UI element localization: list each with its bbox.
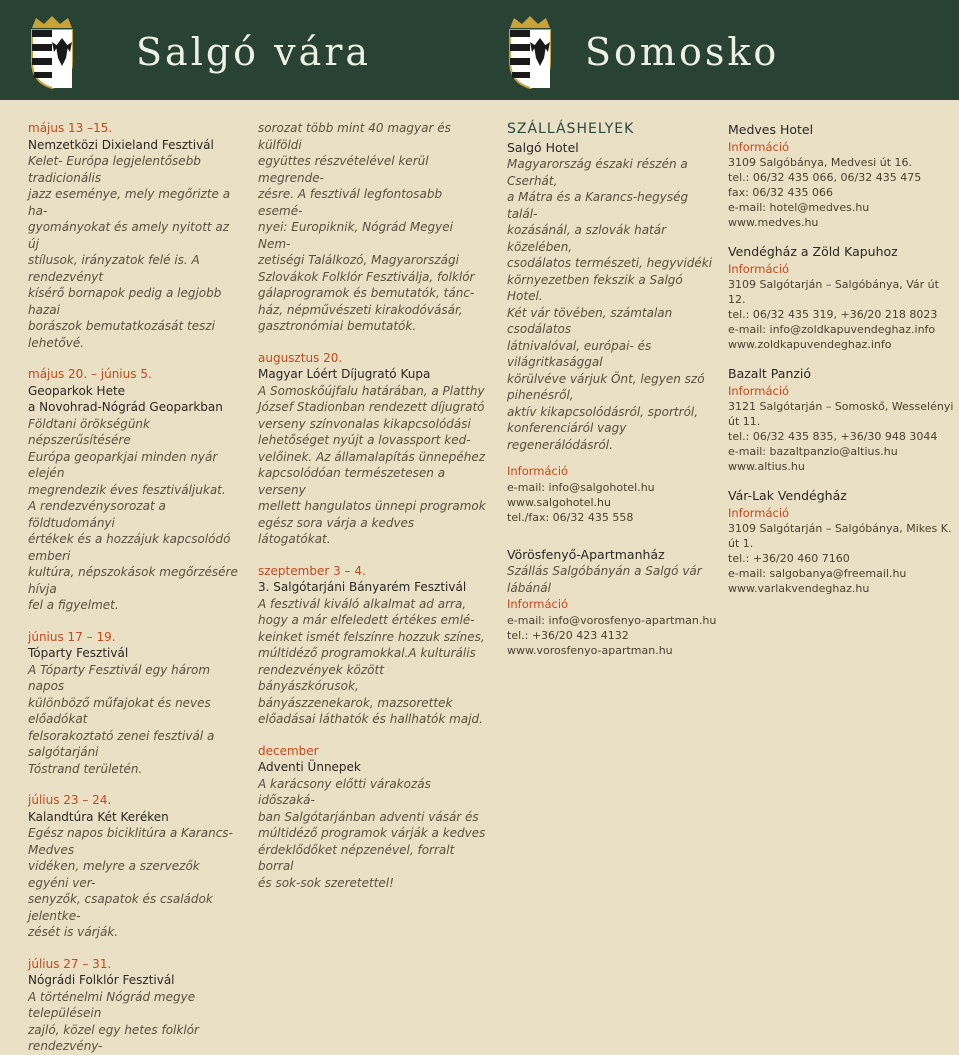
web-link[interactable]: www.altius.hu [728, 460, 805, 473]
hotel-desc: Szállás Salgóbányán a Salgó vár lábánál [507, 564, 702, 595]
hotel-contact: e-mail: info@vorosfenyo-apartman.hu tel.: +36/20 423 4132 www.vorosfenyo-apartman.hu [507, 613, 719, 658]
event-title: Geoparkok Hete [28, 383, 126, 398]
hotel-contact: e-mail: info@salgohotel.hu www.salgohotel.hu tel./fax: 06/32 435 558 [507, 480, 719, 525]
page-header [0, 0, 959, 100]
events-column-1 [28, 120, 243, 1055]
hotel-contact: 3109 Salgótarján – Salgóbánya, Vár út 12. tel.: 06/32 435 319, +36/20 218 8023 e-mail: info@zoldkapuvendeghaz.info www.zoldkapuvendeghaz.info [728, 277, 956, 352]
info-label: Információ [728, 139, 790, 154]
web-link[interactable]: www.varlakvendeghaz.hu [728, 582, 870, 595]
hotel-contact: 3109 Salgótarján – Salgóbánya, Mikes K. út 1. tel.: +36/20 460 7160 e-mail: salgobanya@freemail.hu www.varlakvendeghaz.hu [728, 521, 956, 596]
event-date: december [258, 743, 319, 758]
header-title-left: Salgó vára [136, 30, 372, 74]
event-title: Tóparty Fesztivál [28, 646, 129, 660]
info-label: Információ [728, 261, 790, 276]
event-title: Magyar Lóért Díjugrató Kupa [258, 367, 431, 381]
event-desc: Kelet- Európa legjelentősebb tradicionális jazz eseménye, mely megőrizte a ha- gyományokat és amely nyitott az új stílusok, irányzatok felé is. A rendezvényt kísérő bornapok pedig a legjobb hazai borászok bemutatkozását teszi lehetővé. [28, 154, 231, 350]
coat-of-arms-icon [28, 14, 76, 90]
events-column-2 [258, 120, 488, 891]
event-date: június 17 – 19. [28, 629, 116, 644]
event-subtitle: a Novohrad-Nógrád Geoparkban [28, 400, 223, 414]
email-link[interactable]: e-mail: info@zoldkapuvendeghaz.info [728, 323, 936, 336]
email-link[interactable]: e-mail: hotel@medves.hu [728, 201, 870, 214]
info-label: Információ [507, 597, 569, 611]
event-date: augusztus 20. [258, 350, 343, 365]
event-desc: Egész napos biciklitúra a Karancs-Medves vidéken, melyre a szervezők egyéni ver- senyzők, csapatok és családok jelentke- zését is várják. [28, 826, 233, 939]
web-link[interactable]: www.salgohotel.hu [507, 495, 611, 509]
hotel-desc: Magyarország északi részén a Cserhát, a Mátra és a Karancs-hegység talál- kozásánál, a szlovák határ közelében, csodálatos természeti, hegyvidéki környezetben fekszik a Salgó Hotel. Két vár tövében, számtalan csodálatos látnivalóval, európai- és világritkasággal körülvéve várjuk Önt, legyen szó pihenésről, aktív kikapcsolódásról, sportról, konferenciáról vagy regenerálódásról. [507, 157, 713, 452]
email-link[interactable]: e-mail: salgobanya@freemail.hu [728, 567, 907, 580]
event-desc: A fesztivál kiváló alkalmat ad arra, hogy a már elfeledett értékes emlé- keinket ismét felszínre hozzuk színes, múltidéző programokkal.A kulturális rendezvények között bányászkórusok, bányászzenekarok, mazsorettek előadásai láthatók és hallhatók majd. [258, 596, 485, 726]
hotel-contact: 3121 Salgótarján – Somoskő, Wesselényi út 11. tel.: 06/32 435 835, +36/30 948 3044 e-mail: bazaltpanzio@altius.hu www.altius.hu [728, 399, 956, 474]
header-title-right: Somosko [585, 30, 780, 74]
event-desc: A Somoskőújfalu határában, a Platthy József Stadionban rendezett díjugrató verseny színvonalas kikapcsolódási lehetőséget nyújt a lovassport ked- velőinek. Az államalapítás ünnepéhez kapcsolódóan természetesen a verseny mellett hangulatos ünnepi programok egész sora várja a kedves látogatókat. [258, 383, 486, 546]
hotel-contact: 3109 Salgóbánya, Medvesi út 16. tel.: 06/32 435 066, 06/32 435 475 fax: 06/32 435 066 e-mail: hotel@medves.hu www.medves.hu [728, 155, 956, 230]
event-date: július 23 – 24. [28, 793, 112, 807]
info-label: Információ [728, 505, 790, 520]
event-title: 3. Salgótarjáni Bányarém Fesztivál [258, 580, 467, 594]
hotel-name: Bazalt Panzió [728, 366, 812, 381]
info-label: Információ [728, 383, 790, 398]
hotel-name: Vörösfenyő-Apartmanház [507, 546, 665, 562]
event-desc: sorozat több mint 40 magyar és külföldi együttes részvételével kerül megrende- zésre. A fesztivál legfontosabb esemé- nyei: Europiknik, Nógrád Megyei Nem- zetiségi Találkozó, Magyarországi Szlovákok Folklór Fesztiválja, folklór gálaprogramok és bemutatók, tánc- ház, népművészeti kirakodóvásár, gasztronómiai bemutatók. [258, 121, 475, 333]
web-link[interactable]: www.zoldkapuvendeghaz.info [728, 338, 892, 351]
accommodation-column-2 [728, 122, 956, 596]
email-link[interactable]: e-mail: info@salgohotel.hu [507, 480, 655, 494]
event-date: május 20. – június 5. [28, 367, 152, 381]
coat-of-arms-icon [506, 14, 554, 90]
event-title: Adventi Ünnepek [258, 760, 361, 774]
event-date: szeptember 3 – 4. [258, 563, 366, 578]
hotel-name: Vár-Lak Vendégház [728, 488, 847, 503]
hotel-name: Vendégház a Zöld Kapuhoz [728, 244, 898, 259]
event-desc: A történelmi Nógrád megye településein zajló, közel egy hetes folklór rendezvény- [28, 989, 199, 1053]
section-heading: SZÁLLÁSHELYEK [507, 121, 635, 137]
email-link[interactable]: e-mail: info@vorosfenyo-apartman.hu [507, 613, 717, 627]
email-link[interactable]: e-mail: bazaltpanzio@altius.hu [728, 445, 898, 458]
event-title: Nógrádi Folklór Fesztivál [28, 973, 175, 987]
event-date: július 27 – 31. [28, 956, 112, 971]
hotel-name: Medves Hotel [728, 122, 814, 137]
event-title: Nemzetközi Dixieland Fesztivál [28, 137, 214, 152]
web-link[interactable]: www.vorosfenyo-apartman.hu [507, 643, 673, 657]
hotel-name: Salgó Hotel [507, 139, 579, 155]
accommodation-column-1 [507, 121, 719, 658]
event-desc: A Tóparty Fesztivál egy három napos különböző műfajokat és neves előadókat felsorakoztató zenei fesztivál a salgótarjáni Tóstrand területén. [28, 662, 215, 776]
event-title: Kalandtúra Két Keréken [28, 809, 169, 824]
event-desc: A karácsony előtti várakozás időszaká- ban Salgótarjánban adventi vásár és múltidéző programok várják a kedves érdeklődőket népzenével, forralt borral és sok-sok szeretettel! [258, 776, 486, 890]
event-desc: Földtani örökségünk népszerűsítésére Európa geoparkjai minden nyár elején megrendezik éves fesztiváljukat. A rendezvénysorozat a földtudományi értékek és a hozzájuk kapcsolódó emberi kultúra, népszokások megőrzésére hívja fel a figyelmet. [28, 416, 238, 612]
web-link[interactable]: www.medves.hu [728, 216, 819, 229]
info-label: Információ [507, 464, 569, 478]
event-date: május 13 –15. [28, 121, 113, 135]
